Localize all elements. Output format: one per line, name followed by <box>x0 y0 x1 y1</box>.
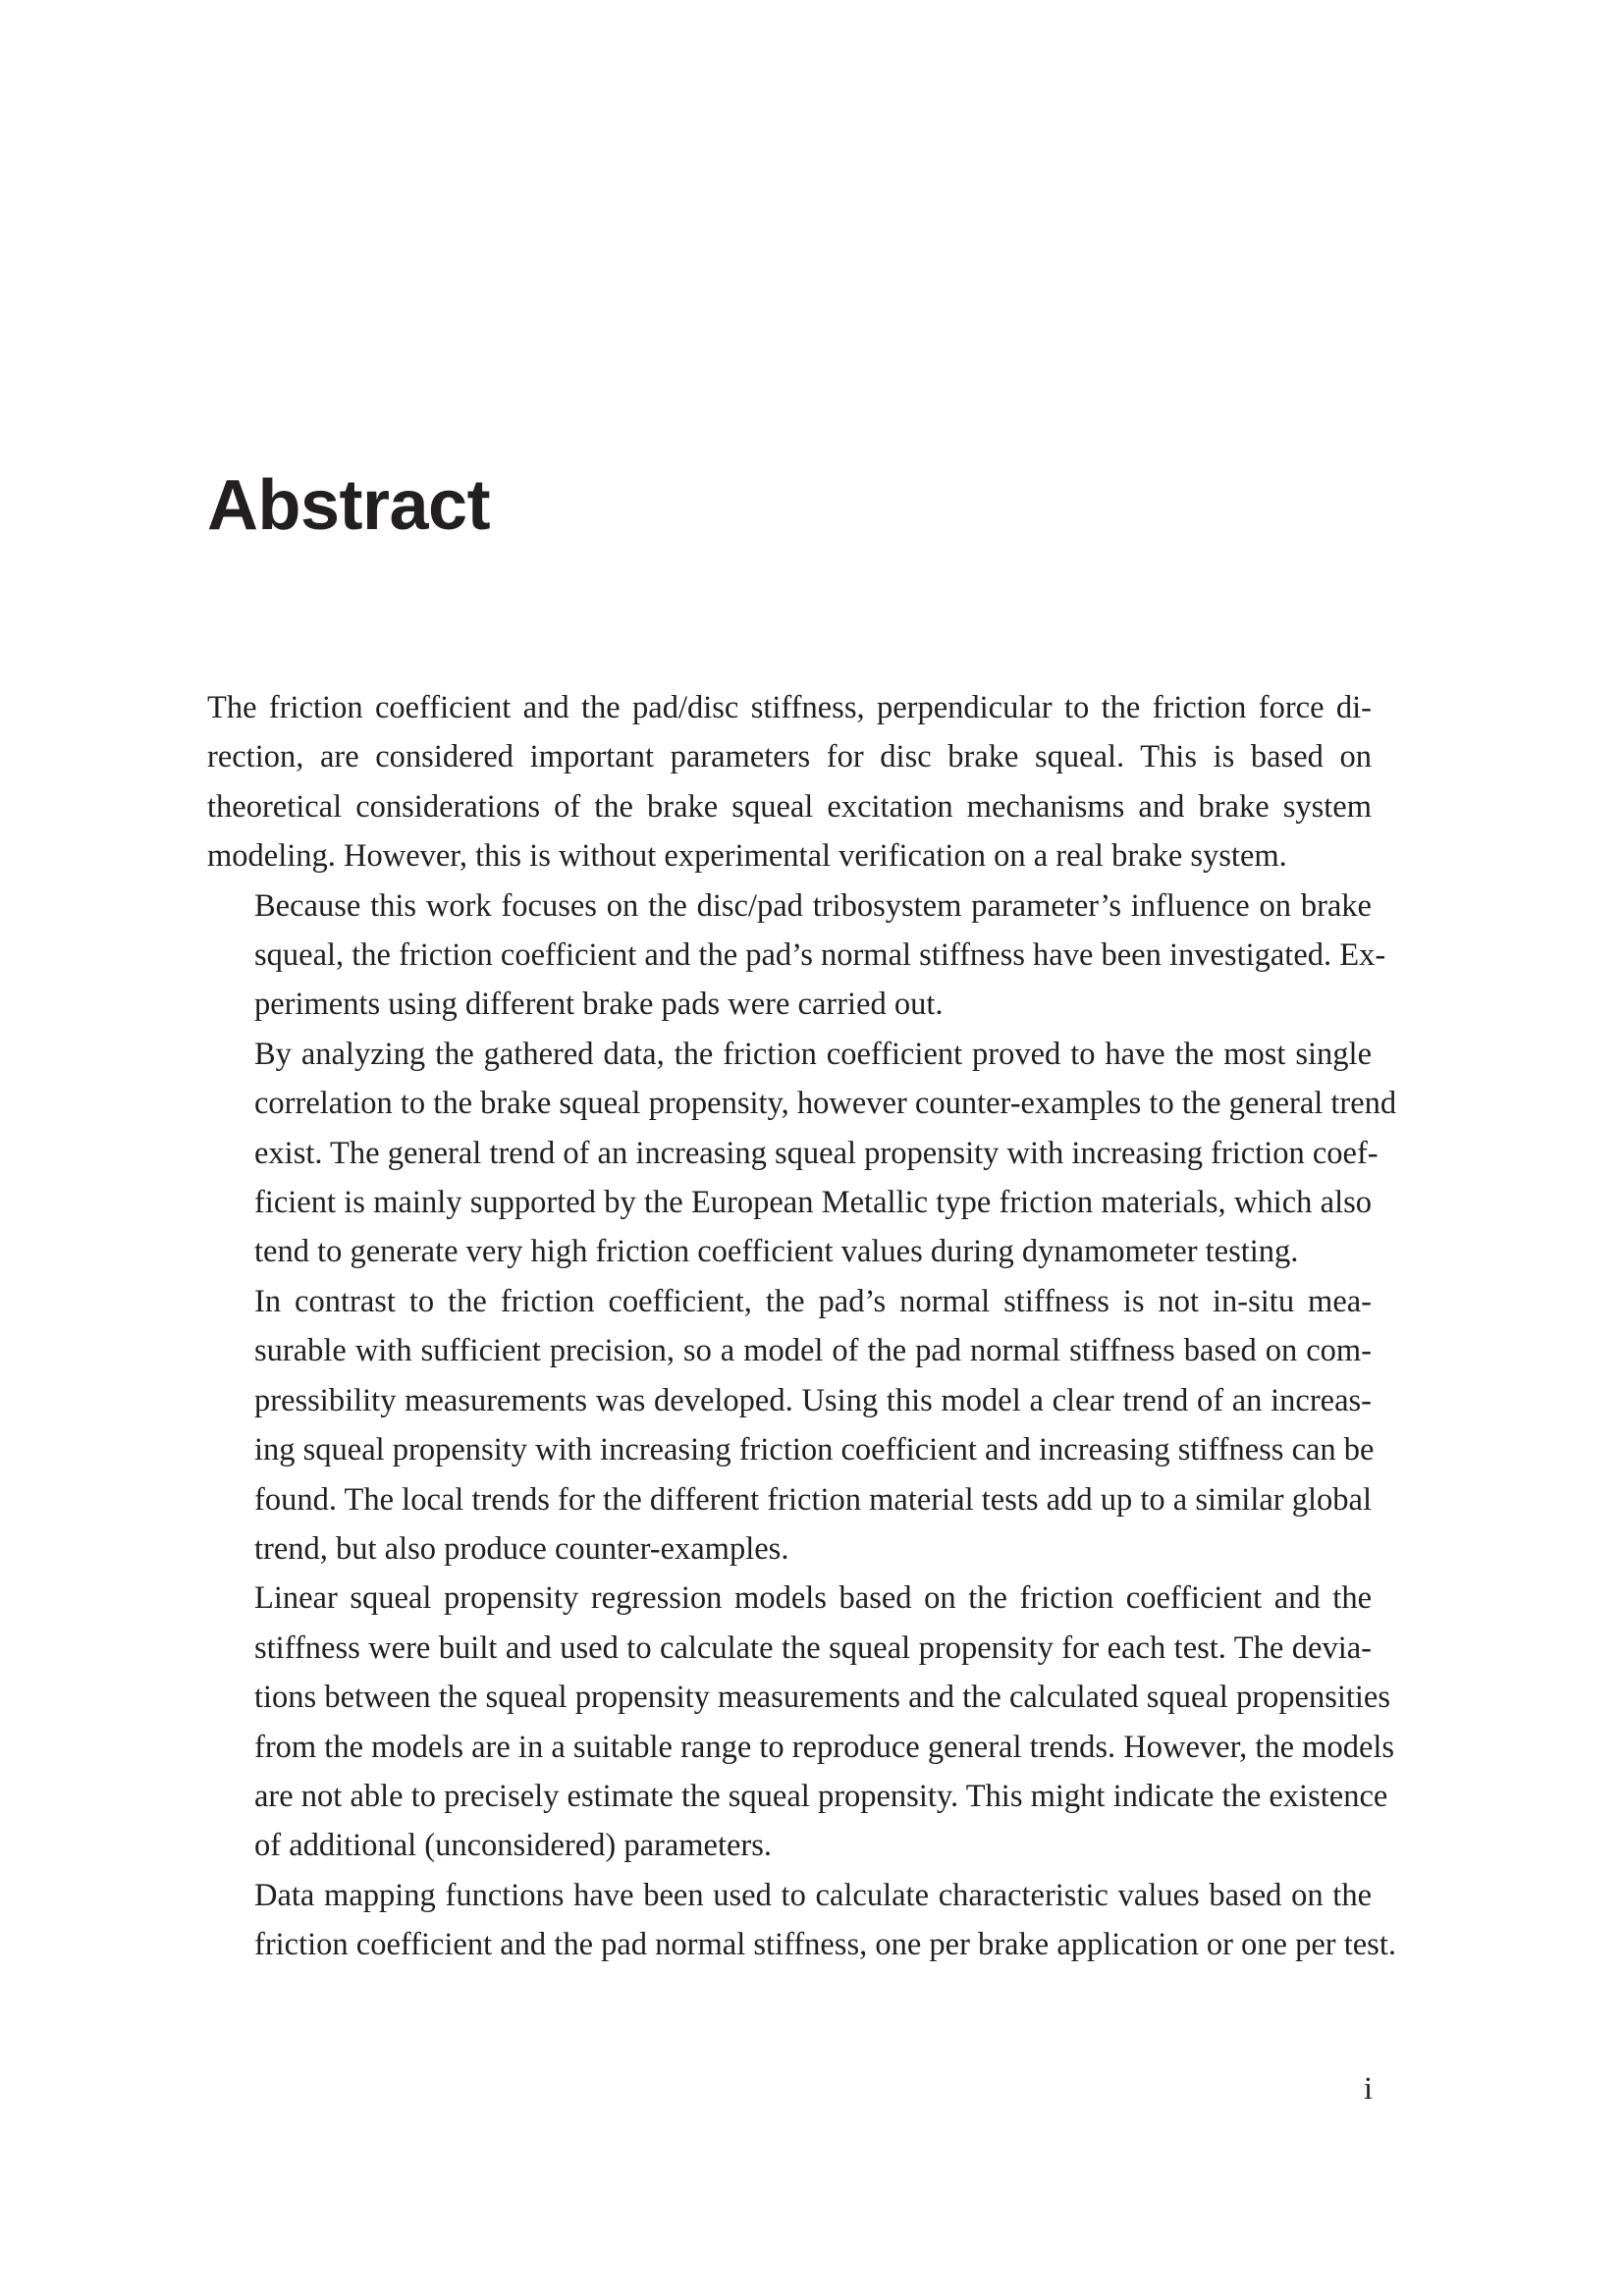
text-line: stiffness were built and used to calculate the squeal propensity for each test. The devia- <box>254 1629 1372 1666</box>
text-line: pressibility measurements was developed. Using this model a clear trend of an increas- <box>254 1382 1372 1418</box>
text-line: surable with sufficient precision, so a model of the pad normal stiffness based on com- <box>254 1333 1372 1369</box>
text-line: Data mapping functions have been used to calculate characteristic values based on the <box>254 1877 1372 1913</box>
text-line: tions between the squeal propensity measurements and the calculated squeal propensities <box>254 1680 1391 1716</box>
text-line: are not able to precisely estimate the squeal propensity. This might indicate the existence <box>254 1778 1388 1814</box>
text-line: By analyzing the gathered data, the friction coefficient proved to have the most single <box>254 1036 1372 1072</box>
text-line: of additional (unconsidered) parameters. <box>254 1828 773 1864</box>
text-line: ficient is mainly supported by the European Metallic type friction materials, which also <box>254 1185 1372 1221</box>
chapter-title: Abstract <box>207 466 491 545</box>
text-line: modeling. However, this is without experimental verification on a real brake system. <box>207 838 1287 875</box>
text-line: The friction coefficient and the pad/disc stiffness, perpendicular to the friction force di- <box>207 690 1372 725</box>
text-line: found. The local trends for the different friction material tests add up to a similar global <box>254 1481 1372 1518</box>
text-line: from the models are in a suitable range to reproduce general trends. However, the models <box>254 1729 1395 1765</box>
paragraph <box>207 683 1372 881</box>
text-line: rection, are considered important parameters for disc brake squeal. This is based on <box>207 739 1372 775</box>
text-line: trend, but also produce counter-examples. <box>254 1530 789 1567</box>
text-line: ing squeal propensity with increasing friction coefficient and increasing stiffness can be <box>254 1432 1375 1468</box>
text-line: theoretical considerations of the brake squeal excitation mechanisms and brake system <box>207 788 1372 825</box>
text-line: correlation to the brake squeal propensity, however counter-examples to the general trend <box>254 1086 1397 1122</box>
paragraph <box>207 1574 1395 1870</box>
paragraph <box>207 1871 1396 1970</box>
text-line: In contrast to the friction coefficient, the pad’s normal stiffness is not in-situ mea- <box>254 1283 1372 1319</box>
text-line: tend to generate very high friction coefficient values during dynamometer testing. <box>254 1234 1299 1270</box>
text-line: friction coefficient and the pad normal stiffness, one per brake application or one per test. <box>254 1927 1396 1963</box>
paragraph <box>207 1030 1397 1277</box>
text-line: Because this work focuses on the disc/pad tribosystem parameter’s influence on brake <box>254 887 1372 924</box>
paragraph <box>207 1277 1375 1574</box>
page-number: i <box>1363 2071 1373 2107</box>
text-line: Linear squeal propensity regression models based on the friction coefficient and the <box>254 1580 1372 1617</box>
text-line: exist. The general trend of an increasing squeal propensity with increasing friction coef- <box>254 1135 1379 1171</box>
text-line: periments using different brake pads were carried out. <box>254 987 944 1023</box>
abstract-body <box>207 683 1397 1970</box>
paragraph <box>207 881 1386 1030</box>
text-line: squeal, the friction coefficient and the pad’s normal stiffness have been investigated. Ex- <box>254 937 1386 974</box>
